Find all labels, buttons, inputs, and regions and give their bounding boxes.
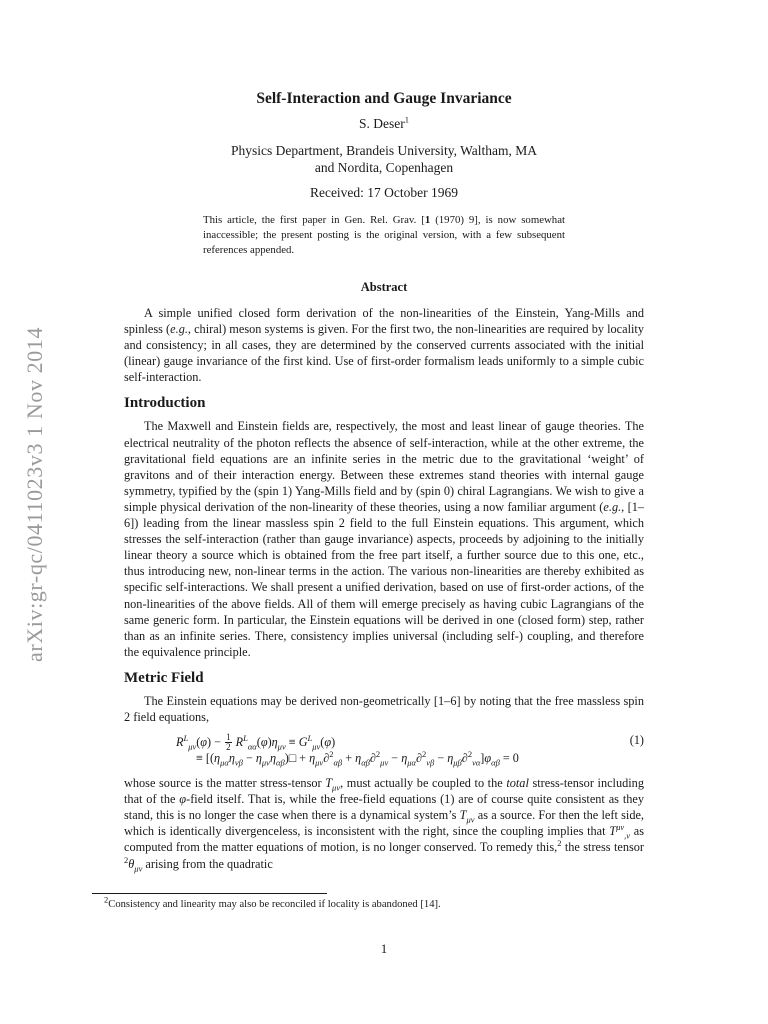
author-line (124, 116, 644, 132)
mf-text-5: as a source. For then the left side, which is identically divergenceless, is inconsistent with the right, since the coupling implies that (124, 808, 644, 839)
paper-page (124, 90, 644, 872)
footnote-text: Consistency and linearity may also be reconciled if locality is abandoned [14]. (108, 899, 441, 910)
page-number: 1 (380, 941, 388, 956)
abstract-heading: Abstract (360, 280, 408, 294)
affiliation-line-2: and Nordita, Copenhagen (314, 160, 454, 175)
mf-text-1: whose source is the matter stress-tensor (124, 776, 326, 791)
equation-1-line-1: $R^L_{\mu\nu}(\varphi)$ − $\frac{1}{2}$ $R^L_{\alpha\alpha}(\varphi)\eta_{\mu\nu} \equiv G^L_{\mu\nu}(\varphi)$ (176, 732, 336, 753)
introduction-paragraph (124, 418, 644, 659)
note-volume: 1 (424, 214, 431, 226)
footnote-rule (92, 893, 327, 894)
author-footnote-marker: 1 (404, 114, 409, 125)
mf-text-4: -field itself. That is, while the free-field equations (1) are of course quite consistent as they stand, this is no longer the case when there is a dynamical system’s (124, 792, 644, 823)
intro-text-2: , [1–6]) leading from the linear massless spin 2 field to the full Einstein equations. This argument, which stresses the self-interaction (rather than gauge invariance) aspects, proceeds by adjoining to the initially linear theory a source which is obtained from the free part itself, a further source due to this one, etc., thus introducing new, non-linear terms in the action. The various non-linearities are thereby exhibited as specific self-interactions. We shall present a unified derivation, based on use of first-order actions, of the non-linearities of the above fields. All of them will emerge precisely as having cubic Lagrangians of the same generic form. In particular, the Einstein equations will be derived in one (closed form) step, rather than as an infinite series. There, consistency implies universal (including self-) coupling, and therefore the equivalence principle. (124, 499, 644, 659)
mf-text-3: stress-tensor including that of the (124, 776, 644, 807)
note-text-2: (1970) 9], is now somewhat inaccessible; the present posting is the original version, with a few subsequent references appended. (203, 214, 565, 256)
affiliation (124, 142, 644, 176)
note-text-1: This article, the first paper in Gen. Rel. Grav. [ (203, 214, 425, 226)
introduction-heading: Introduction (124, 395, 206, 412)
publication-note (203, 213, 565, 258)
arxiv-identifier-text: arXiv:gr-qc/0411023v3 1 Nov 2014 (22, 326, 47, 662)
intro-text-1: The Maxwell and Einstein fields are, respectively, the most and least linear of gauge theories. The electrical neutrality of the photon reflects the absence of self-interaction, while at the other extreme, the gravitational field equations are an infinite series in the metric due to the gravitational ‘weight’ of gravitons and of their interaction energy. Between these extremes stand theories with internal gauge symmetry, typified by the (spin 1) Yang-Mills field and by (spin 0) chiral Lagrangians. We wish to give a simple physical derivation of the non-linearity of these theories, using a now familiar argument ( (124, 419, 644, 514)
arxiv-identifier-stamp (18, 282, 54, 662)
equation-1-number: (1) (629, 733, 644, 748)
mf-text-7: the stress tensor (561, 840, 644, 855)
mf-total: total (506, 776, 529, 791)
abstract-eg: e.g. (170, 322, 188, 337)
mf-text-8: arising from the quadratic (142, 856, 273, 871)
intro-eg: e.g. (603, 499, 622, 514)
abstract-text-2: , chiral) meson systems is given. For the first two, the non-linearities are required by locality and consistency; in all cases, they are determined by the conserved currents associated with the initial (linear) gauge invariance of the first kind. Use of first-order formalism leads uniformly to a simple cubic self-interaction. (124, 322, 644, 385)
footnote-marker: 2 (104, 894, 109, 905)
abstract-paragraph (124, 305, 644, 385)
mf-text-6: as computed from the matter equations of motion, is no longer conserved. To remedy this, (124, 824, 644, 855)
mf-text-2: , must actually be coupled to the (340, 776, 507, 791)
metric-field-heading: Metric Field (124, 669, 204, 686)
equation-1-line-2: ≡ [($\eta_{\mu\alpha}\eta_{\nu\beta}$ − $\eta_{\mu\nu}\eta_{\alpha\beta})□ + \eta_{\mu\nu}\partial^2_{\alpha\beta} + \eta_{\alpha\beta}\partial^2_{\mu\nu} - \eta_{\mu\alpha}\partial^2_{\nu\beta} - \eta_{\mu\beta}\partial^2_{\nu\alpha}]\varphi_{\alpha\beta} = 0$ (196, 749, 519, 768)
paper-title: Self-Interaction and Gauge Invariance (256, 90, 512, 107)
received-date: Received: 17 October 1969 (309, 185, 459, 200)
metric-field-lead: The Einstein equations may be derived non-geometrically [1–6] by noting that the free massless spin 2 field equations, (124, 693, 644, 724)
author-name: S. Deser (359, 116, 405, 131)
equation-1 (124, 733, 644, 769)
abstract-text-1: A simple unified closed form derivation of the non-linearities of the Einstein, Yang-Mills and spinless ( (124, 306, 644, 337)
metric-field-paragraph: whose source is the matter stress-tensor $T_{\mu\nu}$, must actually be coupled to the total stress-tensor including that of the φ-field itself. That is, while the free-field equations (1) are of course quite consistent as they stand, this is no longer the case when there is a dynamical system’s $T_{\mu\nu}$ as a source. For then the left side, which is identically divergenceless, is inconsistent with the right, since the coupling implies that $T^{\mu\nu}_{,\nu}$ as computed from the matter equations of motion, is no longer conserved. To remedy this,$^2$ the stress tensor $^2\theta_{\mu\nu}$ arising from the quadratic (124, 776, 644, 873)
mf-footnote-marker: 2 (557, 838, 562, 849)
affiliation-line-1: Physics Department, Brandeis University, Waltham, MA (231, 143, 537, 158)
footnote (104, 894, 441, 910)
